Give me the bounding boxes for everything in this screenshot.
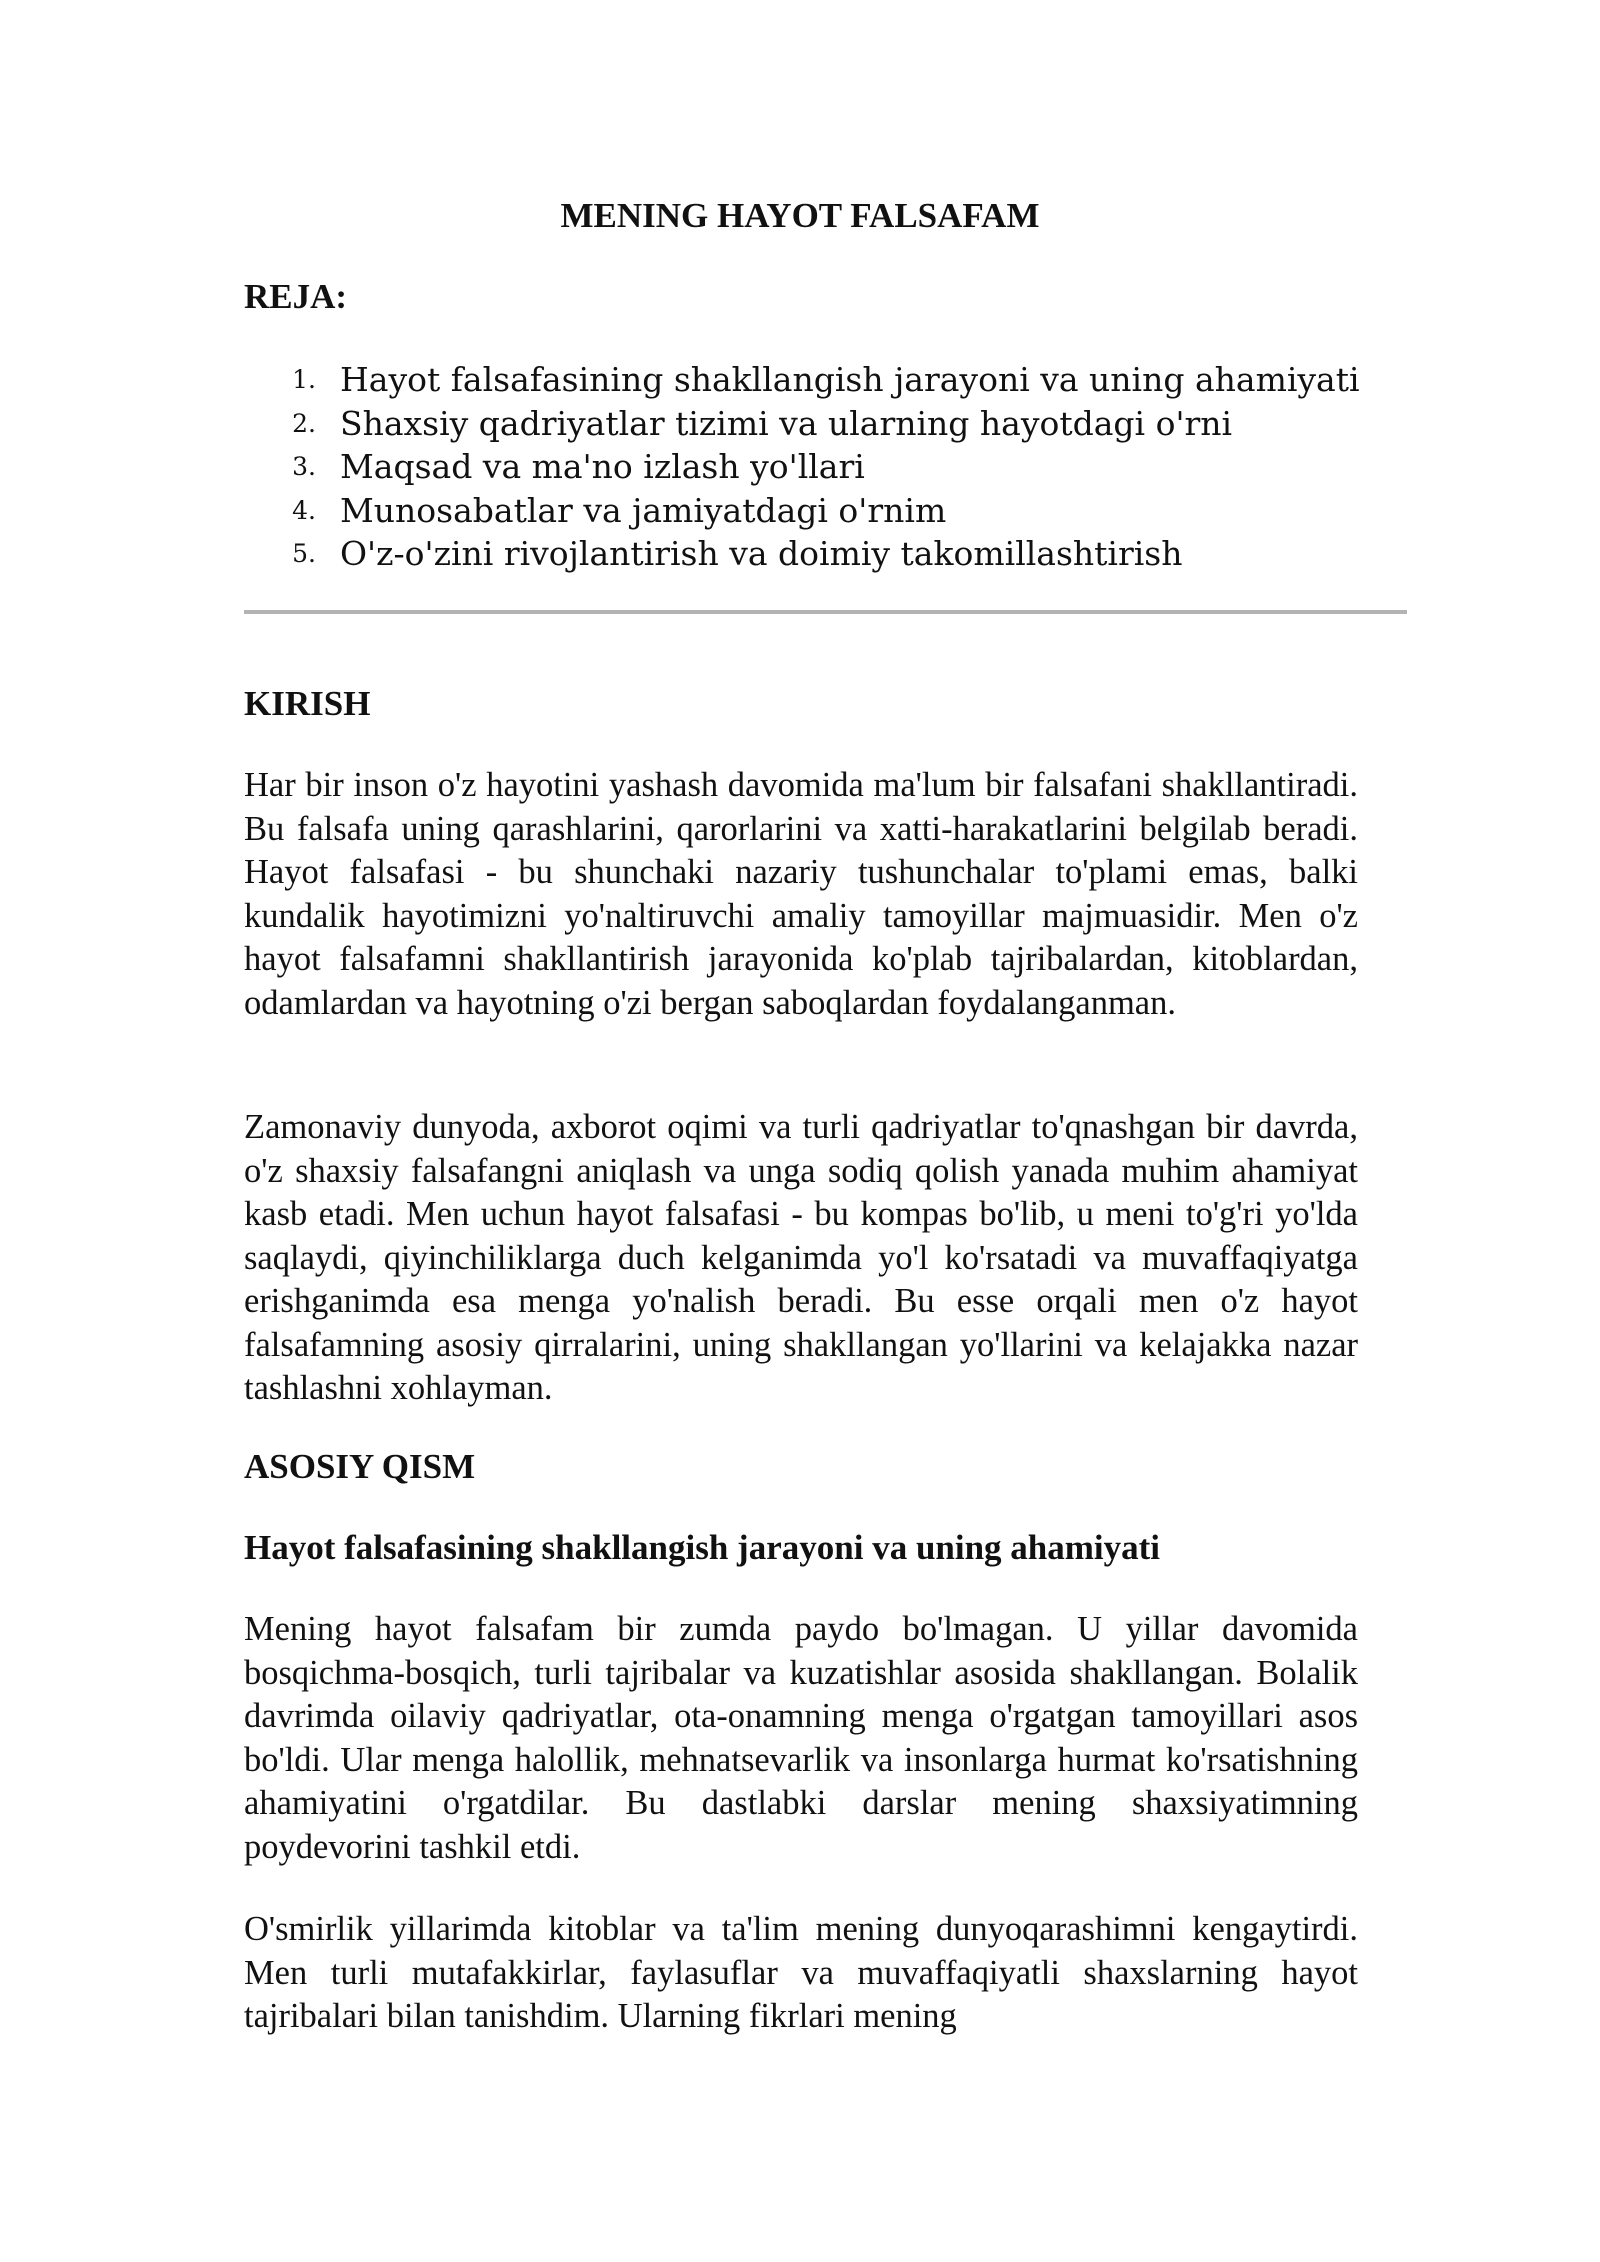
plan-item-text: Hayot falsafasining shakllangish jarayoni va uning ahamiyati <box>340 360 1360 399</box>
plan-item-number: 1. <box>292 365 316 394</box>
plan-item-text: Shaxsiy qadriyatlar tizimi va ularning hayotdagi o'rni <box>340 403 1233 443</box>
plan-heading: REJA: <box>244 277 348 316</box>
plan-item-number: 3. <box>292 452 316 481</box>
intro-paragraph: Har bir inson o'z hayotini yashash davomida ma'lum bir falsafani shakllantiradi. Bu falsafa uning qarashlarini, qarorlarini va xatti-harakatlarini belgilab beradi. Hayot falsafasi - bu shunchaki nazariy tushunchalar to'plami emas, balki kundalik hayotimizni yo'naltiruvchi amaliy tamoyillar majmuasidir. Men o'z hayot falsafamni shakllantirish jarayonida ko'plab tajribalardan, kitoblardan, odamlardan va hayotning o'zi bergan saboqlardan foydalanganman. <box>244 766 1358 1022</box>
plan-item-text: Munosabatlar va jamiyatdagi o'rnim <box>340 490 947 530</box>
intro-heading: KIRISH <box>244 684 371 723</box>
plan-item-number: 5. <box>292 539 316 568</box>
plan-item-text: O'z-o'zini rivojlantirish va doimiy takomillashtirish <box>340 534 1183 573</box>
main-paragraph: O'smirlik yillarimda kitoblar va ta'lim mening dunyoqarashimni kengaytirdi. Men turli mutafakkirlar, faylasuflar va muvaffaqiyatli shaxslarning hayot tajribalari bilan tanishdim. Ularning fikrlari mening <box>244 1910 1358 2035</box>
plan-item-number: 2. <box>292 408 316 438</box>
horizontal-divider <box>244 610 1407 614</box>
section-subheading: Hayot falsafasining shakllangish jarayoni va uning ahamiyati <box>244 1528 1161 1567</box>
plan-item-text: Maqsad va ma'no izlash yo'llari <box>340 447 865 486</box>
intro-paragraph: Zamonaviy dunyoda, axborot oqimi va turli qadriyatlar to'qnashgan bir davrda, o'z shaxsiy falsafangni aniqlash va unga sodiq qolish yanada muhim ahamiyat kasb etadi. Men uchun hayot falsafasi - bu kompas bo'lib, u meni to'g'ri yo'lda saqlaydi, qiyinchiliklarga duch kelganimda yo'l ko'rsatadi va muvaffaqiyatga erishganimda esa menga yo'nalish beradi. Bu esse orqali men o'z hayot falsafamning asosiy qirralarini, uning shakllangan yo'llarini va kelajakka nazar tashlashni xohlayman. <box>244 1108 1358 1407</box>
main-paragraph: Mening hayot falsafam bir zumda paydo bo'lmagan. U yillar davomida bosqichma-bosqich, turli tajribalar va kuzatishlar asosida shakllangan. Bolalik davrimda oilaviy qadriyatlar, ota-onamning menga o'rgatgan tamoyillari asos bo'ldi. Ular menga halollik, mehnatsevarlik va insonlarga hurmat ko'rsatishning ahamiyatini o'rgatdilar. Bu dastlabki darslar mening shaxsiyatimning poydevorini tashkil etdi. <box>244 1610 1358 1866</box>
main-heading: ASOSIY QISM <box>244 1447 476 1486</box>
document-title: MENING HAYOT FALSAFAM <box>560 196 1040 235</box>
plan-item-number: 4. <box>292 495 316 525</box>
